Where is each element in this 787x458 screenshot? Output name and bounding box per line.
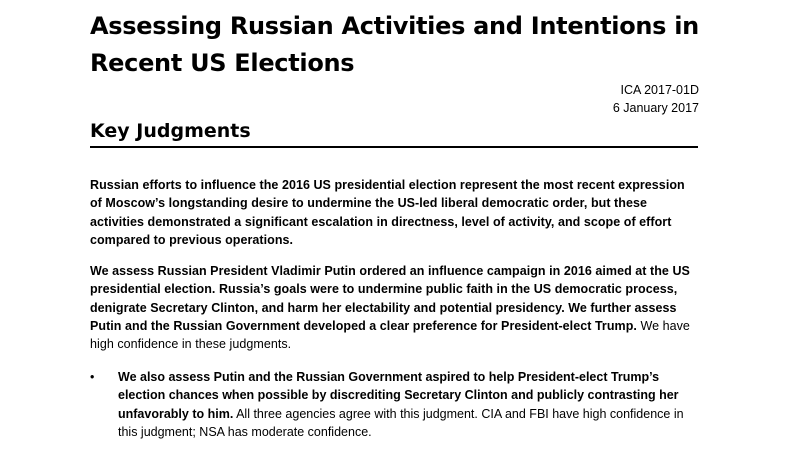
- paragraph-2: [90, 262, 700, 353]
- section-heading: Key Judgments: [90, 120, 251, 142]
- document-title: Assessing Russian Activities and Intentions in Recent US Elections: [90, 12, 699, 77]
- paragraph-1-bold-text: Russian efforts to influence the 2016 US presidential election represent the most recent expression of Moscow’s longstanding desire to undermine the US-led liberal democratic order, but these activities demonstrated a significant escalation in directness, level of activity, and scope of effort compared to previous operations.: [90, 178, 685, 247]
- paragraph-2-normal-text: We have high confidence in these judgments.: [90, 318, 690, 352]
- bullet-normal-text: All three agencies agree with this judgment. CIA and FBI have high confidence in this judgment; NSA has moderate confidence.: [118, 406, 684, 439]
- paragraph-1: [90, 176, 700, 249]
- heading-divider: [90, 146, 698, 148]
- document-meta: [613, 81, 699, 117]
- bullet-marker: •: [90, 370, 95, 384]
- bullet-bold-text: We also assess Putin and the Russian Government aspired to help President-elect Trump’s election chances when possible by discrediting Secretary Clinton and publicly contrasting her unfavorably to him.: [118, 370, 679, 421]
- bullet-item-1: [90, 368, 700, 441]
- paragraph-2-bold-text: We assess Russian President Vladimir Putin ordered an influence campaign in 2016 aimed at the US presidential election. Russia’s goals were to undermine public faith in the US democratic process, denigrate Secretary Clinton, and harm her electability and potential presidency. We further assess Putin and the Russian Government developed a clear preference for President-elect Trump.: [90, 264, 690, 333]
- report-id: ICA 2017-01D: [620, 83, 699, 97]
- report-date: 6 January 2017: [612, 101, 699, 115]
- bullet-body: [118, 368, 700, 441]
